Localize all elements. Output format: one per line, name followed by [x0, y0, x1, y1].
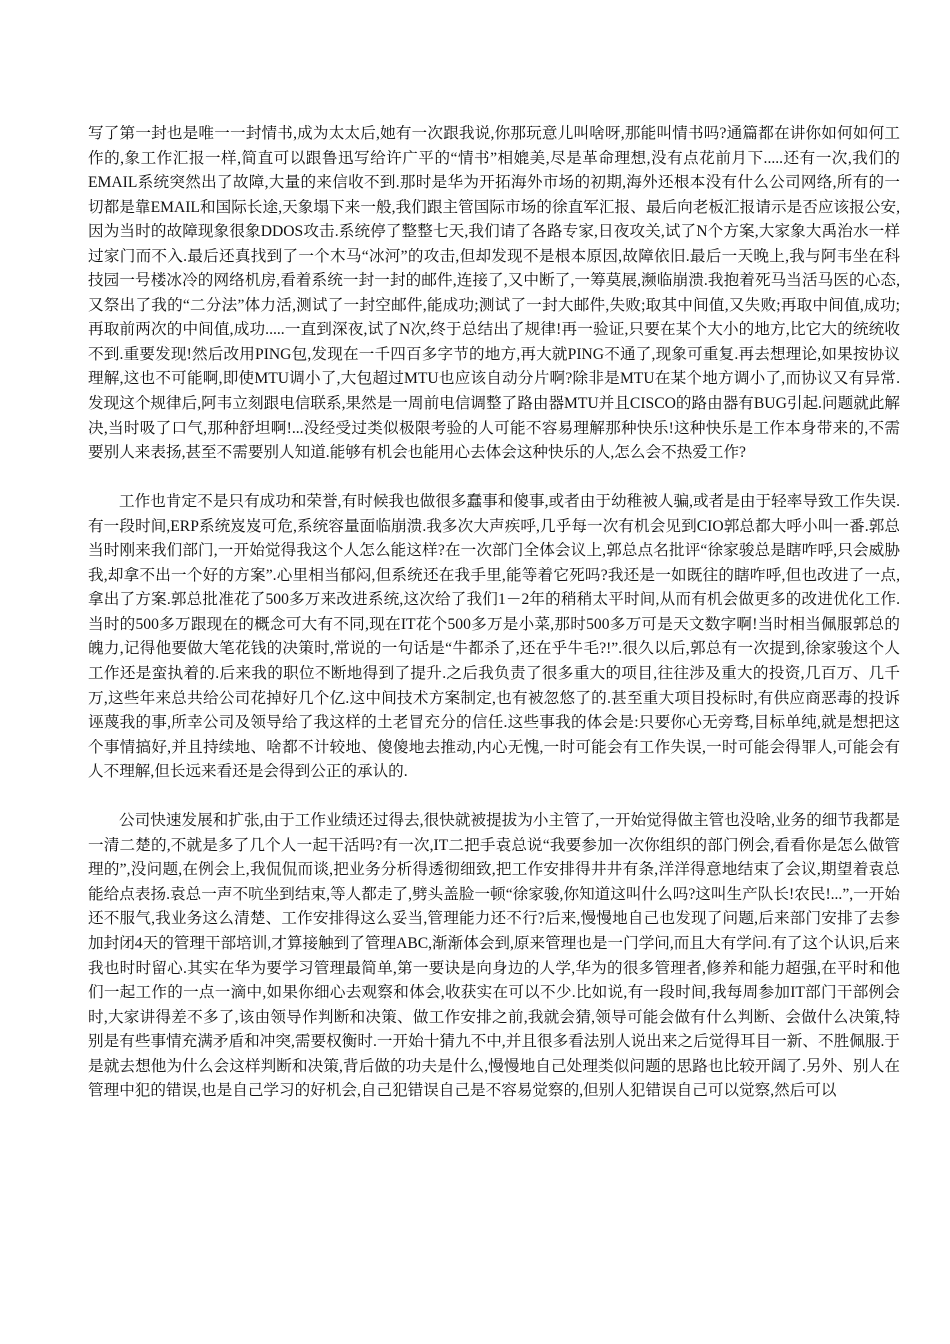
document-page: [88, 122, 900, 1104]
paragraph-1: 写了第一封也是唯一一封情书,成为太太后,她有一次跟我说,你那玩意儿叫啥呀,那能叫情书吗?通篇都在讲你如何如何工作的,象工作汇报一样,简直可以跟鲁迅写给许广平的“情书”相媲美,尽是革命理想,没有点花前月下.....还有一次,我们的EMAIL系统突然出了故障,大量的来信收不到.那时是华为开拓海外市场的初期,海外还根本没有什么公司网络,所有的一切都是靠EMAIL和国际长途,天象塌下来一般,我们跟主管国际市场的徐直军汇报、最后向老板汇报请示是否应该报公安,因为当时的故障现象很象DDOS攻击.系统停了整整七天,我们请了各路专家,日夜攻关,试了N个方案,大家象大禹治水一样过家门而不入.最后还真找到了一个木马“冰河”的攻击,但却发现不是根本原因,故障依旧.最后一天晚上,我与阿韦坐在科技园一号楼冰冷的网络机房,看着系统一封一封的邮件,连接了,又中断了,一筹莫展,濒临崩溃.我抱着死马当活马医的心态,又祭出了我的“二分法”体力活,测试了一封空邮件,能成功;测试了一封大邮件,失败;取其中间值,又失败;再取中间值,成功;再取前两次的中间值,成功.....一直到深夜,试了N次,终于总结出了规律!再一验证,只要在某个大小的地方,比它大的统统收不到.重要发现!然后改用PING包,发现在一千四百多字节的地方,再大就PING不通了,现象可重复.再去想理论,如果按协议理解,这也不可能啊,即使MTU调小了,大包超过MTU也应该自动分片啊?除非是MTU在某个地方调小了,而协议又有异常.发现这个规律后,阿韦立刻跟电信联系,果然是一周前电信调整了路由器MTU并且CISCO的路由器有BUG引起.问题就此解决,当时吸了口气,那种舒坦啊!...没经受过类似极限考验的人可能不容易理解那种快乐!这种快乐是工作本身带来的,不需要别人来表扬,甚至不需要别人知道.能够有机会也能用心去体会这种快乐的人,怎么会不热爱工作?: [88, 125, 900, 462]
paragraph-2: 工作也肯定不是只有成功和荣誉,有时候我也做很多蠢事和傻事,或者由于幼稚被人骗,或者是由于轻率导致工作失误.有一段时间,ERP系统岌岌可危,系统容量面临崩溃.我多次大声疾呼,几乎每一次有机会见到CIO郭总都大呼小叫一番.郭总当时刚来我们部门,一开始觉得我这个人怎么能这样?在一次部门全体会议上,郭总点名批评“徐家骏总是瞎咋呼,只会威胁我,却拿不出一个好的方案”.心里相当郁闷,但系统还在我手里,能等着它死吗?我还是一如既往的瞎咋呼,但也改进了一点,拿出了方案.郭总批准花了500多万来改进系统,这次给了我们1－2年的稍稍太平时间,从而有机会做更多的改进优化工作.当时的500多万跟现在的概念可大有不同,现在IT花个500多万是小菜,那时500多万可是天文数字啊!当时相当佩服郭总的魄力,记得他要做大笔花钱的决策时,常说的一句话是“牛都杀了,还在乎牛毛?!”.很久以后,郭总有一次提到,徐家骏这个人工作还是蛮执着的.后来我的职位不断地得到了提升.之后我负责了很多重大的项目,往往涉及重大的投资,几百万、几千万,这些年来总共给公司花掉好几个亿.这中间技术方案制定,也有被忽悠了的.甚至重大项目投标时,有供应商恶毒的投诉诬蔑我的事,所幸公司及领导给了我这样的土老冒充分的信任.这些事我的体会是:只要你心无旁骛,目标单纯,就是想把这个事情搞好,并且持续地、啥都不计较地、傻傻地去推动,内心无愧,一时可能会有工作失误,一时可能会得罪人,可能会有人不理解,但长远来看还是会得到公正的承认的.: [88, 493, 900, 781]
paragraph-3: 公司快速发展和扩张,由于工作业绩还过得去,很快就被提拔为小主管了,一开始觉得做主管也没啥,业务的细节我都是一清二楚的,不就是多了几个人一起干活吗?有一次,IT二把手袁总说“我要参加一次你组织的部门例会,看看你是怎么做管理的”,没问题,在例会上,我侃侃而谈,把业务分析得透彻细致,把工作安排得井井有条,洋洋得意地结束了会议,期望着袁总能给点表扬.袁总一声不吭坐到结束,等人都走了,劈头盖脸一顿“徐家骏,你知道这叫什么吗?这叫生产队长!农民!...”,一开始还不服气,我业务这么清楚、工作安排得这么妥当,管理能力还不行?后来,慢慢地自己也发现了问题,后来部门安排了去参加封闭4天的管理干部培训,才算接触到了管理ABC,渐渐体会到,原来管理也是一门学问,而且大有学问.有了这个认识,后来我也时时留心.其实在华为要学习管理最简单,第一要诀是向身边的人学,华为的很多管理者,修养和能力超强,在平时和他们一起工作的一点一滴中,如果你细心去观察和体会,收获实在可以不少.比如说,有一段时间,我每周参加IT部门干部例会时,大家讲得差不多了,该由领导作判断和决策、做工作安排之前,我就会猜,领导可能会做有什么判断、会做什么决策,特别是有些事情充满矛盾和冲突,需要权衡时.一开始十猜九不中,并且很多看法别人说出来之后觉得耳目一新、不胜佩服.于是就去想他为什么会这样判断和决策,背后做的功夫是什么,慢慢地自己处理类似问题的思路也比较开阔了.另外、别人在管理中犯的错误,也是自己学习的好机会,自己犯错误自己是不容易觉察的,但别人犯错误自己可以觉察,然后可以: [88, 812, 900, 1100]
